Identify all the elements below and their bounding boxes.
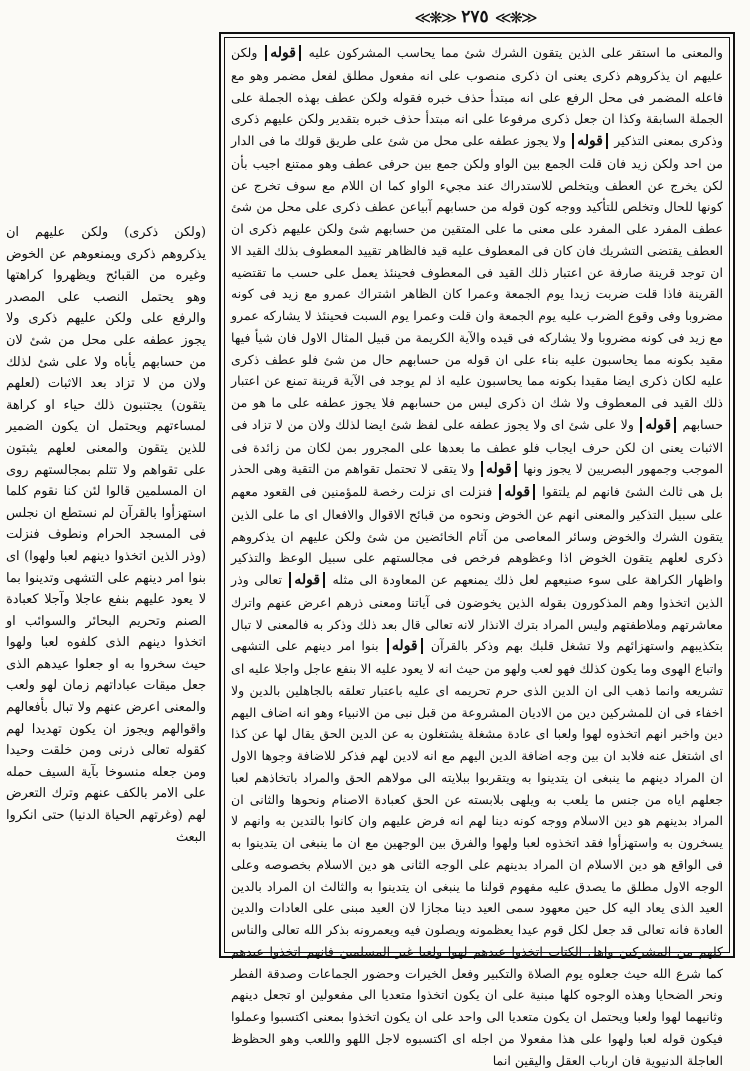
lemma-marker: قوله [265,45,301,61]
main-commentary-text [231,42,724,1068]
lemma-marker: قوله [387,638,423,654]
margin-commentary-text [6,222,206,848]
lemma-marker: قوله [640,417,676,433]
page-header [215,4,735,30]
main-text-run: ولا يتقى لا تحتمل تقواهم من التقية وهى الحذر بل هى ثالث الشئ فانهم لم يلتقوا [231,461,724,499]
main-text-run: ولا على شئ اى ولا يجوز عطفه على لفظ شئ ايضا لذلك ولان من لا تزاد فى الاثبات يعنى ان لكن حرف ايجاب فلو عطف ما بعدها على المجرور بمن لكان من زائدة فى الموجب وجمهور البصريين لا يجوز ونها [231,416,723,477]
main-paragraph [231,42,723,1071]
main-text-frame [219,32,735,1068]
ornament-left-icon: ≪❋≫ [414,7,456,27]
lemma-marker: قوله [572,133,608,149]
lemma-marker: قوله [499,484,535,500]
main-text-run: تعالى وذر الذين اتخذوا وهم المذكورون بقوله الذين يخوضون فى آياتنا ومعنى ذرهم اعرض عنهم واترك معاشرتهم وملاطفتهم وليس المراد بترك الانذار لانه تعالى قال بعد ذلك وذكر به فالمعنى لا تبال بتكذيبهم واستهزائهم ولا تشغل قلبك بهم وذكر بالقرآن [231,572,723,654]
margin-paragraph: (ولكن ذكرى) ولكن عليهم ان يذكروهم ذكرى ويمنعوهم عن الخوض وغيره من القبائح ويظهروا كراهتها وهو يحتمل النصب على المصدر والرفع على ولكن عليهم ذكرى ولا يجوز عطفه على محل من شئ لان من حسابهم يأباه ولا على شئ لذلك ولان من لا تزاد بعد الاثبات (لعلهم يتقون) يجتنبون ذلك حياء او كراهة لمساءتهم ويحتمل ان يكون الضمير للذين يتقون والمعنى لعلهم يثبتون على تقواهم ولا تتلم بمجالستهم روى ان المسلمين قالوا لئن كنا نقوم كلما استهزأوا بالقرآن لم نستطع ان نجلس فى المسجد الحرام ونطوف فنزلت (وذر الذين اتخذوا دينهم لعبا ولهوا) اى بنوا امر دينهم على التشهى وتدينوا بما لا يعود عليهم بنفع عاجلا وآجلا كعبادة الصنم وتحريم البحائر والسوائب او اتخذوا دينهم الذى كلفوه لعبا ولهوا حيث سخروا به او جعلوا عيدهم الذى جعل ميقات عباداتهم زمان لهو ولعب والمعنى اعرض عنهم ولا تبال بأفعالهم واقوالهم ويجوز ان يكون تهديدا لهم كقوله تعالى ذرنى ومن خلقت وحيدا ومن جعله منسوخا بآية السيف حمله على الامر بالكف عنهم وترك التعرض لهم (وغرتهم الحياة الدنيا) حتى انكروا البعث [6,225,206,845]
main-text-run: ولكن عليهم ان يذكروهم ذكرى يعنى ان ذكرى منصوب على انه مفعول مطلق لفعل مضمر وهو مع فاعله المضمر فى محل الرفع على انه مبتدأ حذف خبره فقوله ولكن عطف بهذه الجملة على الجملة السابقة وكذا ان جعل ذكرى مرفوعا على انه مبتدأ حذف خبره بتقدير ولكن عليهم ذكرى وذكرى بمعنى التذكير [231,45,723,148]
lemma-marker: قوله [289,572,325,588]
page-number: ٢٧٥ [461,7,489,27]
main-text-run: فنزلت اى نزلت رخصة للمؤمنين فى القعود معهم على سبيل التذكير والمعنى انهم عن الخوض ونحوه من قبائح الاقوال والافعال اى ما على الذين يتقون الشرك والخوض وسائر المعاصى من آثام الخائضين من شئ ولكن عليهم ان يذكروهم ذكرى لعلهم يتقون الخوض اذا وعظوهم فرخص فى مجالستهم على سبيل الوعظ والتذكير واظهار الكراهة على سوء صنيعهم لعل ذلك يمنعهم عن المعاودة الى مثله [231,484,723,587]
main-text-run: ولا يجوز عطفه على محل من شئ على طريق قولك ما فى الدار من احد ولكن زيد فان قلت الجمع بين الواو ولكن جمع بين حرفى عطف وهو ممتنع اجيب بأن لكن يخرج عن العطف ويتخلص للاستدراك عند مجيء الواو كما ان اللام مع سوف تخرج عن كونها للحال وتخلص للتأكيد ووجه كون قوله من حسابهم آبياعن عطف ذكرى على محل من شئ عطف المفرد على المفرد على معنى ما على المتقين من حسابهم شئ ولكن عليهم ذكرى ان العطف يقتضى التشريك فان كان فى المعطوف عليه قيد فالظاهر تقييد المعطوف بذلك القيد الا ان توجد قرينة صارفة عن اعتبار ذلك القيد فى المعطوف فحينئذ يعمل على حسب ما تقتضيه القرينة فاذا قلت ضربت زيدا يوم الجمعة وعمرا كان الظاهر اشتراك عمرو مع زيد فى كونه مضروبا وفى وقوع الضرب عليه يوم الجمعة وان قلت وعمرا يوم السبت فحينئذ لا يشاركه عمرو مع زيد فى كونه مضروبا ولا يشاركه فى قيده والآية الكريمة من قبيل المثال الاول فان شيأ فيها مقيد بكونه مما يحاسبون عليه بناء على ان قوله من حسابهم حال من شئ فلو عطف ذكرى عليه لكان ذكرى ايضا مقيدا بكونه مما يحاسبون عليه اذ لم يوجد فى الآية قرينة تمنع عن اعتبار ذلك القيد فى المعطوف ولا شك ان ذكرى ليس من حسابهم فلا يجوز عطفه على ما هو من حسابهم [231,133,723,432]
main-text-run: والمعنى ما استقر على الذين يتقون الشرك شئ مما يحاسب المشركون عليه [302,45,723,60]
lemma-marker: قوله [481,461,517,477]
main-text-run: بنوا امر دينهم على التشهى واتباع الهوى وما يكون كذلك فهو لعب ولهو من حيث انه لا يعود عليه الا بنفع عاجل واجلا عليه اى تشريعه وانما ذهب الى ان الدين الذى حرم تحريمه اى عليه باعتبار تعلقه بالجاهلين بالدين ولا اخفاء فى ان للمشركين دين من الاديان المشروعة من قبل نبى من الانبياء وهو انه اضاف اليهم دين واخبر انهم اتخذوه لهوا ولعبا اى عادة مشغلة يشتغلون به عن الدين الحق يقال لها عن كذا اى اشتغل عنه فلابد ان بين وجه اضافة الدين اليهم مع انه لادين لهم فذكر للاضافة وجوها الاول ان المراد دينهم ما ينبغى ان يتدينوا به ويتقربوا ببلايته الى مولاهم الحق والمراد باتخاذهم لعبا جعلهم اياه من جنس ما يلعب به ويلهى بلابسته عن الحق كعبادة الاصنام ونحوها والثانى ان المراد بدينهم هو دين الاسلام ووجه كونه دينا لهم انه فرض عليهم وان كانوا بالتدين به وانهم لا يسخرون به واستهزأوا فقد اتخذوه لعبا ولهوا والفرق بين الوجهين مع ان ما ينبغى ان يتدينوا به فى الواقع هو دين الاسلام ان المراد بدينهم على الوجه الثانى هو دين الاسلام بخصوصه وعلى الوجه الاول مطلق ما يصدق عليه مفهوم قولنا ما ينبغى ان يتدينوا به والثالث ان المراد بالدين العيد الذى يعاد اليه كل حين معهود سمى العيد دينا مجازا لان العيد مبنى على العادات والدين العادة فانه تعالى قد جعل لكل قوم عيدا يعظمونه ويصلون فيه ويعمرونه بذكر الله تعالى والناس كلهم من المشركين واهل الكتاب اتخذوا عيدهم لهوا ولعبا غير المسلمين فانهم اتخذوا عيدهم كما شرع الله حيث جعلوه يوم الصلاة والتكبير وفعل الخيرات وحضور الجماعات وصدقة الفطر ونحر الضحايا وهذه الوجوه كلها مبنية على ان يكون اتخذوا متعديا الى مفعولين او تجعل دينهم وثانيهما لهوا ولعبا ويحتمل ان يكون متعديا الى واحد على ان يكون اتخذوا بمعنى اكتسبوا وعملوا فيكون قوله لعبا ولهوا على هذا مفعولا من اجله اى اكتسبوه لاجل اللهو واللعب وهو الحظوظ العاجلة الدنيوية فان ارباب العقل واليقين انما [231,638,723,1068]
ornament-right-icon: ≪❋≫ [494,7,536,27]
